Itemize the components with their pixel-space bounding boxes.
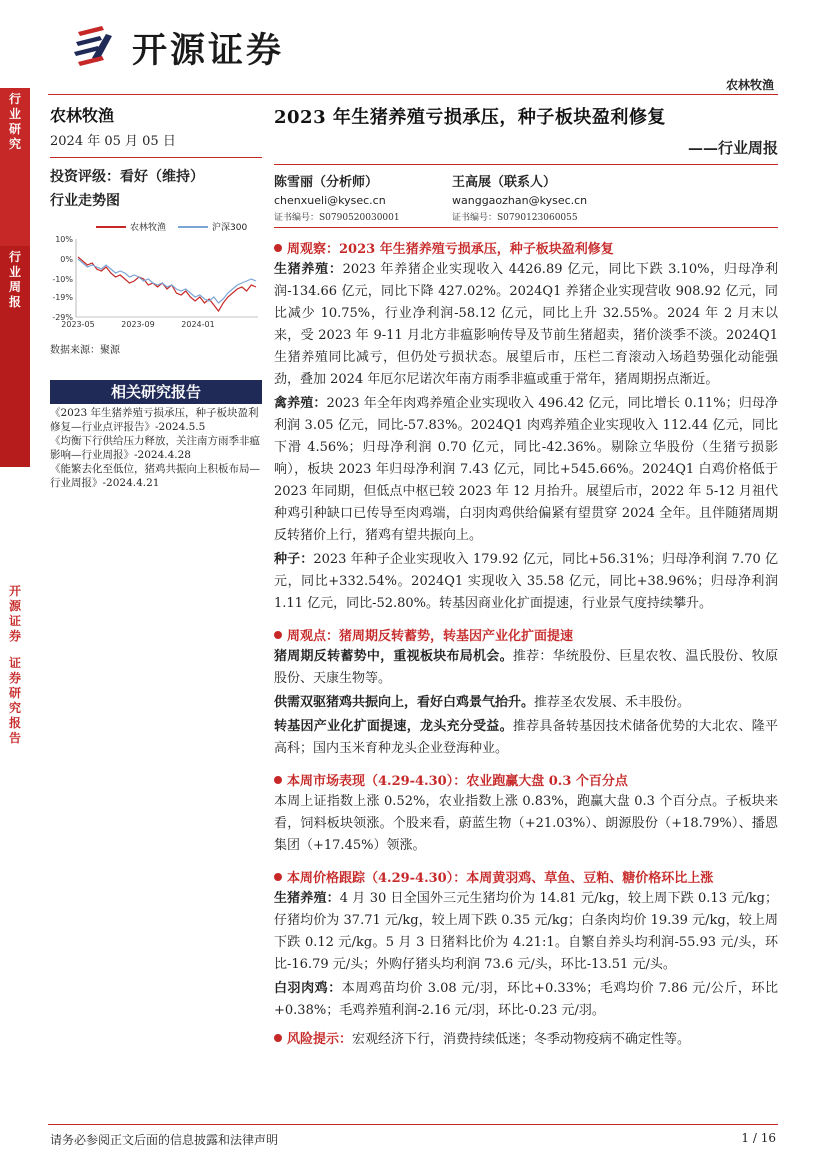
trend-chart-svg <box>50 235 262 335</box>
para-lead: 生猪养殖： <box>274 891 340 906</box>
section-weekly-observation <box>274 238 778 615</box>
left-divider <box>50 157 262 158</box>
related-reports-heading: 相关研究报告 <box>50 380 262 404</box>
side-tab-char: 究 <box>8 137 21 151</box>
main-column <box>274 103 778 1047</box>
paragraph <box>274 716 778 760</box>
section-heading-text: 周观点：猪周期反转蓄势，转基因产业化扩面提速 <box>287 629 574 644</box>
x-tick-label: 2023-05 <box>61 320 95 329</box>
y-tick-label: 10% <box>55 235 73 244</box>
side-tab-weekly-report <box>0 246 30 467</box>
page-number: 1 / 16 <box>741 1131 776 1145</box>
bullet-icon <box>274 631 282 639</box>
data-source: 数据来源：聚源 <box>50 345 120 356</box>
risk-head: 风险提示： <box>287 1032 353 1047</box>
side-tab-char: 报 <box>8 295 21 309</box>
section-heading <box>274 867 778 886</box>
author-cert: 证书编号：S0790123060055 <box>452 213 578 223</box>
para-text: 本周鸡苗均价 3.08 元/羽，环比+0.33%；毛鸡均价 7.86 元/公斤，环比+0.38%；毛鸡养殖利润-2.16 元/羽，环比-0.23 元/羽。 <box>274 981 778 1018</box>
author-email[interactable]: chenxueli@kysec.cn <box>274 194 386 207</box>
paragraph <box>274 549 778 615</box>
para-text: 推荐圣农发展、禾丰股份。 <box>534 695 691 710</box>
risk-warning <box>274 1028 778 1047</box>
para-lead: 转基因产业化扩面提速，龙头充分受益。 <box>274 719 513 734</box>
side-tab-char: 开 <box>8 584 21 598</box>
legend-swatch-red <box>96 226 126 228</box>
section-heading <box>274 770 778 789</box>
related-report-item[interactable]: 《均衡下行供给压力释放，关注南方雨季非瘟影响—行业周报》-2024.4.28 <box>50 435 260 461</box>
category-tag: 农林牧渔 <box>725 78 774 92</box>
para-lead: 白羽肉鸡： <box>274 981 342 996</box>
paragraph <box>274 888 778 976</box>
side-tab-char: 周 <box>8 280 21 294</box>
para-lead: 生猪养殖： <box>274 262 343 277</box>
side-tab-char: 源 <box>8 599 21 613</box>
para-text: 推荐：华统股份、巨星农牧、温氏股份、牧原股份、天康生物等。 <box>274 649 778 686</box>
side-tab-char <box>0 644 30 656</box>
authors <box>274 171 778 223</box>
x-tick-label: 2023-09 <box>121 320 155 329</box>
logo-text: 开源证券 <box>132 31 285 71</box>
side-tab-char: 告 <box>8 731 21 745</box>
industry-name: 农林牧渔 <box>50 106 115 125</box>
header-rule <box>48 94 778 95</box>
trend-chart-title: 行业走势图 <box>50 193 120 209</box>
author-name: 王高展（联系人） <box>452 175 557 190</box>
section-heading-text: 本周市场表现（4.29-4.30）：农业跑赢大盘 0.3 个百分点 <box>287 774 628 789</box>
side-tab-char: 研 <box>8 686 21 700</box>
legend-item-index <box>178 220 247 233</box>
para-lead: 种子： <box>274 552 314 567</box>
para-lead: 禽养殖： <box>274 396 327 411</box>
author-email[interactable]: wanggaozhan@kysec.cn <box>452 194 588 207</box>
side-tab-char: 券 <box>8 629 21 643</box>
side-tab-industry-research <box>0 88 30 246</box>
bullet-icon <box>274 873 282 881</box>
section-heading-text: 本周价格跟踪（4.29-4.30）：本周黄羽鸡、草鱼、豆粕、糖价格环比上涨 <box>287 871 714 886</box>
author-block <box>274 171 452 223</box>
side-tab-char: 研 <box>8 122 21 136</box>
legend-swatch-blue <box>178 226 208 228</box>
paragraph <box>274 393 778 547</box>
bullet-icon <box>274 776 282 784</box>
footer-rule <box>48 1124 778 1125</box>
investment-rating: 投资评级：看好（维持） <box>50 169 204 185</box>
related-report-item[interactable]: 《能繁去化至低位，猪鸡共振向上积板布局—行业周报》-2024.4.21 <box>50 463 260 489</box>
related-report-item[interactable]: 《2023 年生猪养殖亏损承压，种子板块盈利修复—行业点评报告》-2024.5.5 <box>50 407 259 433</box>
section-heading <box>274 238 778 257</box>
side-tab-kysec-report <box>0 580 30 800</box>
y-tick-label: -19% <box>52 293 73 302</box>
y-tick-label: -10% <box>52 275 73 284</box>
legend-label: 沪深300 <box>212 223 248 233</box>
logo-mark-icon <box>72 22 124 74</box>
bullet-icon <box>274 1034 282 1042</box>
authors-divider <box>274 227 778 228</box>
trend-chart <box>50 235 262 339</box>
author-block <box>452 171 630 223</box>
side-tab-char: 业 <box>8 265 21 279</box>
section-heading-text: 周观察：2023 年生猪养殖亏损承压，种子板块盈利修复 <box>287 242 614 257</box>
side-tab-char: 行 <box>8 92 21 106</box>
company-logo <box>72 22 284 74</box>
para-text: 4 月 30 日全国外三元生猪均价为 14.81 元/kg，较上周下跌 0.13 元/kg；仔猪均价为 37.71 元/kg，较上周下跌 0.35 元/kg；白条肉均价 19.39 元/kg，较上周下跌 0.12 元/kg。5 月 3 日猪料比价为 4.21:1。自繁自养头均利润-55.93 元/头，环比-16.79 元/头；外购仔猪头均利润 73.6 元/头，环比-13.51 元/头。 <box>274 891 778 972</box>
section-heading <box>274 625 778 644</box>
para-lead: 猪周期反转蓄势中，重视板块布局机会。 <box>274 649 513 664</box>
section-market-performance <box>274 770 778 857</box>
para-text: 本周上证指数上涨 0.52%，农业指数上涨 0.83%，跑赢大盘 0.3 个百分点。子板块来看，饲料板块领涨。个股来看，蔚蓝生物（+21.03%）、朗源股份（+18.79%）、播恩集团（+17.45%）领涨。 <box>274 794 778 853</box>
side-tab-char: 业 <box>8 107 21 121</box>
report-title: 2023 年生猪养殖亏损承压，种子板块盈利修复 <box>274 107 666 128</box>
main-divider <box>274 164 778 165</box>
paragraph <box>274 791 778 857</box>
report-date: 2024 年 05 月 05 日 <box>50 134 176 149</box>
section-price-tracking <box>274 867 778 1022</box>
bullet-icon <box>274 244 282 252</box>
para-text: 推荐具备转基因技术储备优势的大北农、隆平高科；国内玉米育种龙头企业登海种业。 <box>274 719 778 756</box>
side-tab-char: 证 <box>8 614 21 628</box>
risk-text: 宏观经济下行，消费持续低迷；冬季动物疫病不确定性等。 <box>352 1032 691 1047</box>
x-tick-label: 2024-01 <box>181 320 215 329</box>
legend-label: 农林牧渔 <box>130 223 167 233</box>
section-weekly-view <box>274 625 778 760</box>
para-text: 2023 年养猪企业实现收入 4426.89 亿元，同比下跌 3.10%，归母净利润-134.66 亿元，同比下降 427.02%。2024Q1 养猪企业实现营收 908.92 亿元，同比减少 10.75%，行业净利润-58.12 亿元，同比上升 32.55%。2024 年 2 月末以来，受 2023 年 9-11 月北方非瘟影响传导及节前生猪超卖，猪价淡季不淡。2024Q1 生猪养殖同比减亏，但仍处亏损状态。展望后市，压栏二育滚动入场趋势强化动能强劲，叠加 2024 年厄尔尼诺次年南方雨季非瘟或重于常年，猪周期拐点渐近。 <box>274 262 778 387</box>
side-tab-char: 报 <box>8 716 21 730</box>
paragraph <box>274 978 778 1022</box>
author-cert: 证书编号：S0790520030001 <box>274 213 400 223</box>
side-tab-char: 行 <box>8 250 21 264</box>
para-text: 2023 年种子企业实现收入 179.92 亿元，同比+56.31%；归母净利润 7.70 亿元，同比+332.54%。2024Q1 实现收入 35.58 亿元，同比+38.96%；归母净利润 1.11 亿元，同比-52.80%。转基因商业化扩面提速，行业景气度持续攀升。 <box>274 552 778 611</box>
paragraph <box>274 692 778 714</box>
legend-item-sector <box>96 220 166 233</box>
report-subtitle: ——行业周报 <box>687 139 778 157</box>
side-tab-char: 券 <box>8 671 21 685</box>
footer-disclaimer: 请务必参阅正文后面的信息披露和法律声明 <box>50 1133 279 1147</box>
author-name: 陈雪丽（分析师） <box>274 175 379 190</box>
paragraph <box>274 259 778 391</box>
para-text: 2023 年全年肉鸡养殖企业实现收入 496.42 亿元，同比增长 0.11%；归母净利润 3.05 亿元，同比-57.83%。2024Q1 肉鸡养殖企业实现收入 112.44 亿元，同比下滑 4.56%；归母净利润 0.70 亿元，同比-42.36%。剔除立华股份（生猪亏损影响），板块 2023 年归母净利润 7.43 亿元，同比+545.66%。2024Q1 白鸡价格低于 2023 年同期，但低点中枢已较 2023 年 12 月抬升。展望后市，2022 年 5-12 月祖代种鸡引种缺口已传导至肉鸡端，白羽肉鸡供给偏紧有望贯穿 2024 全年。且伴随猪周期反转猪价上行，猪鸡有望共振向上。 <box>274 396 778 543</box>
paragraph <box>274 646 778 690</box>
side-tab-char: 究 <box>8 701 21 715</box>
related-reports-list <box>50 406 262 490</box>
left-column <box>50 103 262 356</box>
para-lead: 供需双驱猪鸡共振向上，看好白鸡景气抬升。 <box>274 695 535 710</box>
y-tick-label: 0% <box>60 255 73 264</box>
side-tab-char: 证 <box>8 656 21 670</box>
y-tick-label: -29% <box>52 313 73 322</box>
chart-legend <box>96 220 262 233</box>
series-line-0 <box>78 257 256 311</box>
